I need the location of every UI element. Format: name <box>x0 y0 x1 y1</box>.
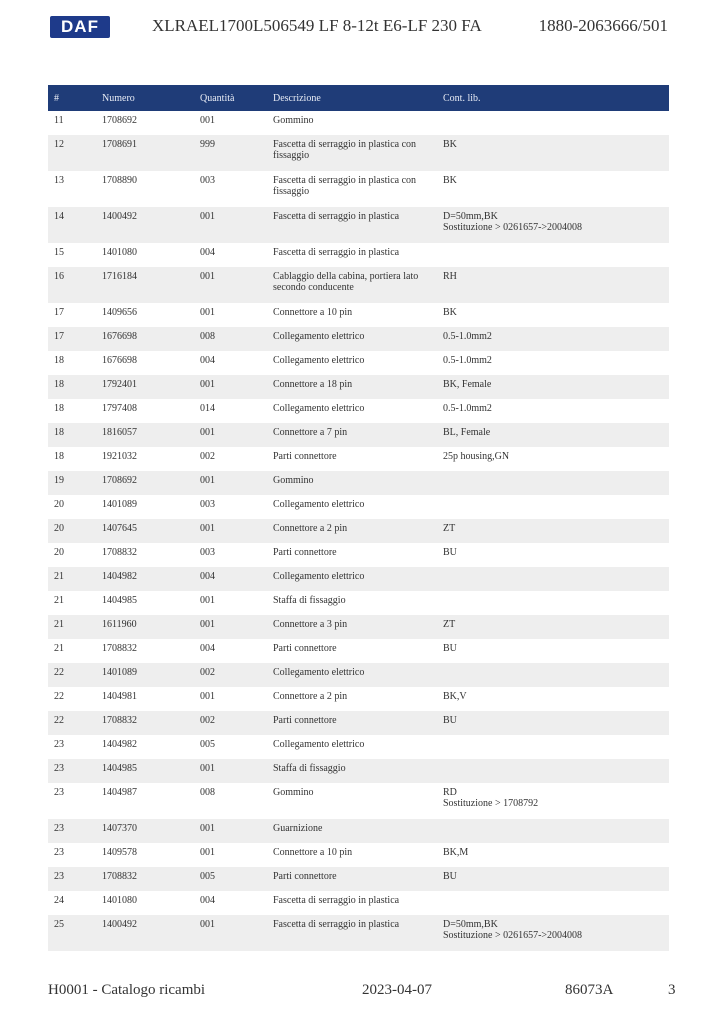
table-row <box>48 111 669 135</box>
cell-notes <box>437 243 669 267</box>
cell-description: Parti connettore <box>267 867 437 891</box>
cell-row-number: 15 <box>48 243 96 267</box>
cell-row-number: 23 <box>48 759 96 783</box>
cell-notes: 0.5-1.0mm2 <box>437 351 669 375</box>
cell-description: Fascetta di serraggio in plastica <box>267 207 437 243</box>
cell-quantity: 002 <box>194 711 267 735</box>
cell-description: Collegamento elettrico <box>267 567 437 591</box>
cell-row-number: 22 <box>48 663 96 687</box>
table-row <box>48 759 669 783</box>
cell-notes: BU <box>437 711 669 735</box>
cell-notes: BK <box>437 303 669 327</box>
cell-description: Cablaggio della cabina, portiera lato secondo conducente <box>267 267 437 303</box>
cell-part-number: 1676698 <box>96 327 194 351</box>
cell-row-number: 22 <box>48 711 96 735</box>
cell-part-number: 1708832 <box>96 711 194 735</box>
cell-row-number: 18 <box>48 375 96 399</box>
cell-description: Connettore a 2 pin <box>267 687 437 711</box>
table-row <box>48 591 669 615</box>
cell-quantity: 001 <box>194 519 267 543</box>
column-header-part-number: Numero <box>96 85 194 111</box>
cell-quantity: 001 <box>194 819 267 843</box>
cell-row-number: 20 <box>48 495 96 519</box>
cell-quantity: 004 <box>194 243 267 267</box>
cell-part-number: 1404981 <box>96 687 194 711</box>
cell-part-number: 1407370 <box>96 819 194 843</box>
table-row <box>48 135 669 171</box>
cell-quantity: 003 <box>194 543 267 567</box>
cell-row-number: 19 <box>48 471 96 495</box>
table-row <box>48 171 669 207</box>
cell-description: Collegamento elettrico <box>267 327 437 351</box>
cell-description: Connettore a 7 pin <box>267 423 437 447</box>
cell-notes <box>437 495 669 519</box>
cell-row-number: 23 <box>48 735 96 759</box>
table-row <box>48 567 669 591</box>
cell-description: Fascetta di serraggio in plastica con fissaggio <box>267 135 437 171</box>
cell-notes: BU <box>437 543 669 567</box>
cell-row-number: 22 <box>48 687 96 711</box>
table-row <box>48 819 669 843</box>
cell-notes <box>437 111 669 135</box>
table-row <box>48 471 669 495</box>
cell-quantity: 003 <box>194 171 267 207</box>
cell-notes: ZT <box>437 615 669 639</box>
print-date: 2023-04-07 <box>362 982 432 998</box>
cell-notes: BK <box>437 171 669 207</box>
cell-quantity: 008 <box>194 783 267 819</box>
table-row <box>48 639 669 663</box>
cell-notes <box>437 819 669 843</box>
table-row <box>48 327 669 351</box>
cell-description: Gommino <box>267 471 437 495</box>
table-row <box>48 399 669 423</box>
document-code: 1880-2063666/501 <box>538 16 668 35</box>
cell-description: Connettore a 10 pin <box>267 303 437 327</box>
table-row <box>48 711 669 735</box>
table-row <box>48 351 669 375</box>
cell-notes <box>437 567 669 591</box>
cell-row-number: 18 <box>48 423 96 447</box>
cell-quantity: 002 <box>194 663 267 687</box>
cell-part-number: 1921032 <box>96 447 194 471</box>
catalog-title: H0001 - Catalogo ricambi <box>48 982 206 998</box>
cell-part-number: 1816057 <box>96 423 194 447</box>
cell-part-number: 1404987 <box>96 783 194 819</box>
cell-notes: 0.5-1.0mm2 <box>437 399 669 423</box>
table-row <box>48 267 669 303</box>
cell-notes: D=50mm,BK Sostituzione > 0261657->2004008 <box>437 915 669 951</box>
parts-table <box>48 85 669 951</box>
cell-quantity: 005 <box>194 867 267 891</box>
cell-description: Parti connettore <box>267 447 437 471</box>
cell-quantity: 001 <box>194 303 267 327</box>
cell-description: Collegamento elettrico <box>267 735 437 759</box>
table-row <box>48 663 669 687</box>
table-row <box>48 243 669 267</box>
cell-quantity: 001 <box>194 615 267 639</box>
cell-row-number: 11 <box>48 111 96 135</box>
cell-part-number: 1401080 <box>96 891 194 915</box>
cell-quantity: 005 <box>194 735 267 759</box>
cell-description: Parti connettore <box>267 543 437 567</box>
cell-notes <box>437 471 669 495</box>
cell-row-number: 17 <box>48 303 96 327</box>
cell-description: Fascetta di serraggio in plastica <box>267 915 437 951</box>
column-header-quantity: Quantità <box>194 85 267 111</box>
page-footer <box>0 982 724 1004</box>
cell-row-number: 23 <box>48 819 96 843</box>
cell-part-number: 1708832 <box>96 867 194 891</box>
table-row <box>48 495 669 519</box>
table-row <box>48 687 669 711</box>
column-header-description: Descrizione <box>267 85 437 111</box>
table-row <box>48 843 669 867</box>
table-row <box>48 543 669 567</box>
cell-row-number: 13 <box>48 171 96 207</box>
cell-part-number: 1708890 <box>96 171 194 207</box>
cell-notes: 25p housing,GN <box>437 447 669 471</box>
cell-row-number: 18 <box>48 399 96 423</box>
cell-description: Parti connettore <box>267 639 437 663</box>
cell-part-number: 1797408 <box>96 399 194 423</box>
table-row <box>48 891 669 915</box>
cell-quantity: 004 <box>194 891 267 915</box>
cell-part-number: 1708832 <box>96 543 194 567</box>
table-header-row <box>48 85 669 111</box>
cell-description: Connettore a 2 pin <box>267 519 437 543</box>
cell-row-number: 21 <box>48 567 96 591</box>
cell-notes: 0.5-1.0mm2 <box>437 327 669 351</box>
cell-description: Guarnizione <box>267 819 437 843</box>
table-row <box>48 615 669 639</box>
cell-notes <box>437 663 669 687</box>
cell-part-number: 1404985 <box>96 591 194 615</box>
cell-notes: BU <box>437 639 669 663</box>
cell-notes: BK <box>437 135 669 171</box>
catalog-code: 86073A <box>565 982 614 998</box>
cell-part-number: 1400492 <box>96 915 194 951</box>
cell-notes: BL, Female <box>437 423 669 447</box>
cell-row-number: 14 <box>48 207 96 243</box>
cell-part-number: 1676698 <box>96 351 194 375</box>
cell-row-number: 23 <box>48 843 96 867</box>
cell-quantity: 001 <box>194 471 267 495</box>
cell-description: Gommino <box>267 111 437 135</box>
table-body <box>48 111 669 951</box>
cell-notes: BU <box>437 867 669 891</box>
cell-quantity: 999 <box>194 135 267 171</box>
cell-description: Parti connettore <box>267 711 437 735</box>
cell-notes <box>437 591 669 615</box>
cell-row-number: 18 <box>48 447 96 471</box>
cell-notes <box>437 759 669 783</box>
cell-row-number: 21 <box>48 639 96 663</box>
cell-part-number: 1708832 <box>96 639 194 663</box>
table-row <box>48 867 669 891</box>
cell-part-number: 1409656 <box>96 303 194 327</box>
cell-part-number: 1708691 <box>96 135 194 171</box>
cell-quantity: 001 <box>194 423 267 447</box>
cell-description: Fascetta di serraggio in plastica <box>267 891 437 915</box>
cell-row-number: 17 <box>48 327 96 351</box>
cell-description: Fascetta di serraggio in plastica <box>267 243 437 267</box>
cell-row-number: 16 <box>48 267 96 303</box>
cell-quantity: 004 <box>194 639 267 663</box>
cell-part-number: 1401089 <box>96 495 194 519</box>
cell-part-number: 1611960 <box>96 615 194 639</box>
cell-quantity: 001 <box>194 207 267 243</box>
cell-quantity: 001 <box>194 375 267 399</box>
cell-quantity: 004 <box>194 567 267 591</box>
column-header-notes: Cont. lib. <box>437 85 669 111</box>
cell-row-number: 18 <box>48 351 96 375</box>
cell-quantity: 001 <box>194 915 267 951</box>
cell-row-number: 25 <box>48 915 96 951</box>
cell-part-number: 1409578 <box>96 843 194 867</box>
cell-row-number: 23 <box>48 783 96 819</box>
cell-row-number: 21 <box>48 591 96 615</box>
table-row <box>48 915 669 951</box>
cell-notes: BK,V <box>437 687 669 711</box>
cell-part-number: 1401089 <box>96 663 194 687</box>
cell-description: Collegamento elettrico <box>267 399 437 423</box>
table-row <box>48 375 669 399</box>
cell-quantity: 002 <box>194 447 267 471</box>
cell-description: Gommino <box>267 783 437 819</box>
cell-description: Staffa di fissaggio <box>267 591 437 615</box>
cell-description: Staffa di fissaggio <box>267 759 437 783</box>
table-row <box>48 519 669 543</box>
cell-description: Collegamento elettrico <box>267 663 437 687</box>
table-row <box>48 303 669 327</box>
cell-quantity: 003 <box>194 495 267 519</box>
table-row <box>48 207 669 243</box>
cell-notes <box>437 891 669 915</box>
daf-logo: DAF <box>50 16 110 38</box>
cell-part-number: 1404982 <box>96 567 194 591</box>
cell-part-number: 1404982 <box>96 735 194 759</box>
cell-description: Collegamento elettrico <box>267 351 437 375</box>
cell-quantity: 001 <box>194 687 267 711</box>
cell-description: Connettore a 18 pin <box>267 375 437 399</box>
cell-quantity: 001 <box>194 111 267 135</box>
cell-description: Collegamento elettrico <box>267 495 437 519</box>
cell-quantity: 001 <box>194 759 267 783</box>
cell-notes <box>437 735 669 759</box>
cell-row-number: 12 <box>48 135 96 171</box>
table-row <box>48 735 669 759</box>
cell-notes: D=50mm,BK Sostituzione > 0261657->2004008 <box>437 207 669 243</box>
table-row <box>48 783 669 819</box>
cell-notes: ZT <box>437 519 669 543</box>
cell-quantity: 001 <box>194 267 267 303</box>
cell-part-number: 1708692 <box>96 111 194 135</box>
cell-description: Connettore a 10 pin <box>267 843 437 867</box>
cell-notes: BK, Female <box>437 375 669 399</box>
cell-part-number: 1792401 <box>96 375 194 399</box>
cell-part-number: 1404985 <box>96 759 194 783</box>
cell-description: Connettore a 3 pin <box>267 615 437 639</box>
vehicle-title: XLRAEL1700L506549 LF 8-12t E6-LF 230 FA <box>152 16 482 35</box>
table-row <box>48 423 669 447</box>
cell-quantity: 004 <box>194 351 267 375</box>
cell-quantity: 014 <box>194 399 267 423</box>
cell-row-number: 23 <box>48 867 96 891</box>
cell-part-number: 1407645 <box>96 519 194 543</box>
cell-quantity: 001 <box>194 843 267 867</box>
cell-notes: RH <box>437 267 669 303</box>
cell-quantity: 008 <box>194 327 267 351</box>
cell-notes: BK,M <box>437 843 669 867</box>
cell-part-number: 1401080 <box>96 243 194 267</box>
column-header-number: # <box>48 85 96 111</box>
page-number: 3 <box>668 982 676 998</box>
cell-row-number: 21 <box>48 615 96 639</box>
cell-part-number: 1708692 <box>96 471 194 495</box>
cell-notes: RD Sostituzione > 1708792 <box>437 783 669 819</box>
cell-description: Fascetta di serraggio in plastica con fissaggio <box>267 171 437 207</box>
cell-part-number: 1400492 <box>96 207 194 243</box>
page-header <box>0 12 724 42</box>
cell-quantity: 001 <box>194 591 267 615</box>
cell-row-number: 20 <box>48 543 96 567</box>
table-row <box>48 447 669 471</box>
cell-row-number: 20 <box>48 519 96 543</box>
cell-part-number: 1716184 <box>96 267 194 303</box>
cell-row-number: 24 <box>48 891 96 915</box>
